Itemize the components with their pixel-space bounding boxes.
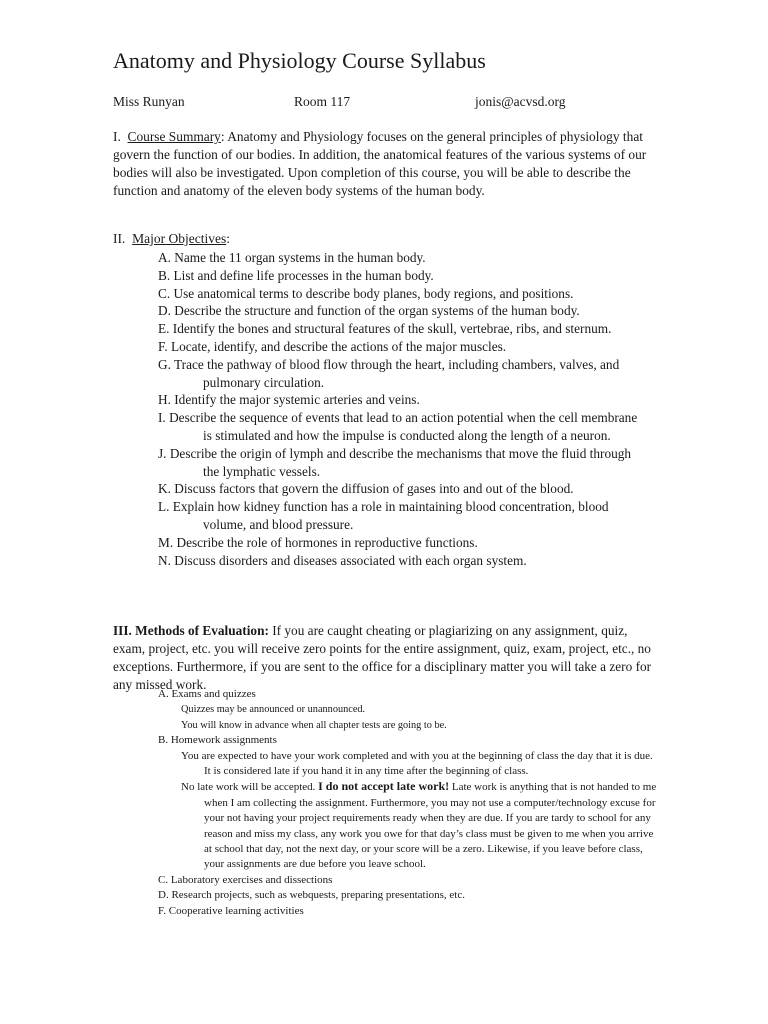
- evaluation-text: If you are caught cheating or plagiarizing on any assignment, quiz, exam, project, etc. you will receive zero points for the entire assignment, quiz, exam, project, etc., no exceptions. Furthermore, if you are sent to the office for a disciplinary matter you will take a zero for any missed work.: [113, 623, 652, 692]
- room-number: Room 117: [294, 94, 351, 109]
- late-work-policy: [158, 779, 658, 872]
- objective-item: D. Describe the structure and function of the organ systems of the human body.: [158, 303, 580, 319]
- homework-expectations: You are expected to have your work completed and with you at the beginning of class the day that it is due. It is considered late if you hand it in any time after the beginning of class.: [181, 749, 653, 778]
- course-summary: [113, 128, 658, 200]
- objective-item: G. Trace the pathway of blood flow through the heart, including chambers, valves, and pulmonary circulation.: [158, 356, 620, 390]
- objectives-title: Major Objectives: [132, 231, 227, 246]
- objectives-colon: :: [226, 231, 230, 246]
- objective-item: E. Identify the bones and structural features of the skull, vertebrae, ribs, and sternum.: [158, 321, 612, 337]
- homework-label: B. Homework assignments: [158, 734, 277, 747]
- exams-label: A. Exams and quizzes: [158, 688, 256, 700]
- objective-item: J. Describe the origin of lymph and describe the mechanisms that move the fluid through the lymphatic vessels.: [158, 445, 632, 479]
- objective-item: B. List and define life processes in the human body.: [158, 267, 434, 283]
- exams-line: You will know in advance when all chapter tests are going to be.: [181, 719, 447, 731]
- evaluation-section: [113, 622, 658, 694]
- teacher-email: jonis@acvsd.org: [475, 94, 566, 109]
- summary-heading: Course Summary: [127, 129, 221, 144]
- teacher-name: Miss Runyan: [113, 94, 185, 109]
- late-work-details: Late work is anything that is not handed to me when I am collecting the assignment. Furthermore, you may not use a computer/technology excuse for your not having your project requirements ready when they are due. If you are tardy to school for any reason and miss my class, any work you owe for that day’s class must be given to me when you arrive at school that day, not the next day, or your score will be a zero. Likewise, if you leave before class, your assignments are due before you leave school.: [204, 781, 657, 871]
- objective-item: N. Discuss disorders and diseases associated with each organ system.: [158, 552, 527, 568]
- exams-line: Quizzes may be announced or unannounced.: [181, 704, 366, 716]
- objective-item: M. Describe the role of hormones in reproductive functions.: [158, 534, 478, 550]
- lab-label: C. Laboratory exercises and dissections: [158, 873, 333, 886]
- summary-text: : Anatomy and Physiology focuses on the general principles of physiology that govern the function of our bodies. In addition, the anatomical features of the various systems of our bodies will also be investigated. Upon completion of this course, you will be able to describe the function and anatomy of the eleven body systems of the human body.: [113, 129, 647, 198]
- objective-item: H. Identify the major systemic arteries and veins.: [158, 392, 420, 408]
- objectives-list: [158, 249, 643, 569]
- page-title: Anatomy and Physiology Course Syllabus: [113, 48, 486, 73]
- evaluation-heading: III. Methods of Evaluation:: [113, 623, 269, 638]
- late-work-emphasis: I do not accept late work!: [318, 779, 450, 794]
- objectives-heading: [113, 231, 230, 247]
- objective-item: A. Name the 11 organ systems in the human body.: [158, 250, 426, 265]
- objective-item: I. Describe the sequence of events that lead to an action potential when the cell membrane is stimulated and how the impulse is conducted along the length of a neuron.: [158, 410, 638, 443]
- objective-item: F. Locate, identify, and describe the actions of the major muscles.: [158, 338, 507, 354]
- objective-item: C. Use anatomical terms to describe body planes, body regions, and positions.: [158, 285, 574, 301]
- summary-number: I.: [113, 129, 121, 144]
- cooperative-label: F. Cooperative learning activities: [158, 904, 304, 917]
- late-work-intro: No late work will be accepted.: [181, 781, 319, 794]
- objectives-number: II.: [113, 231, 126, 246]
- research-label: D. Research projects, such as webquests, preparing presentations, etc.: [158, 889, 465, 902]
- evaluation-list: [158, 687, 658, 919]
- objective-item: K. Discuss factors that govern the diffusion of gases into and out of the blood.: [158, 481, 574, 497]
- objective-item: L. Explain how kidney function has a role in maintaining blood concentration, blood volume, and blood pressure.: [158, 499, 609, 532]
